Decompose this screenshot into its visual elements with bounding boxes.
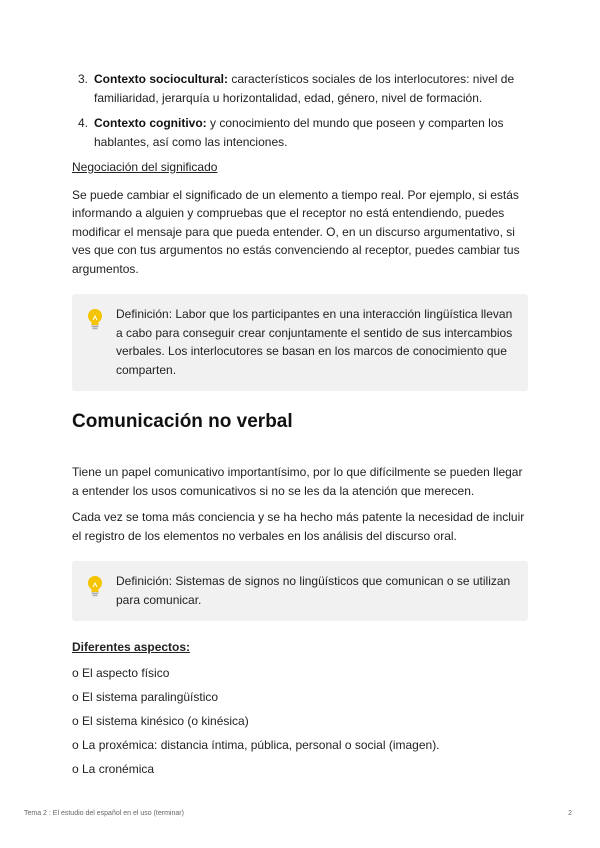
list-number: 3. xyxy=(78,72,89,86)
list-item-text: y conocimiento del mundo que poseen y comparten los hablantes, así como las intenciones. xyxy=(94,116,504,149)
lightbulb-icon xyxy=(85,574,105,598)
footer-text: Tema 2 : El estudio del español en el uso (terminar) xyxy=(24,810,184,817)
numbered-list xyxy=(72,70,528,151)
paragraph: Tiene un papel comunicativo importantísimo, por lo que difícilmente se pueden llegar a entender los usos comunicativos si no se les da la atención que merecen. xyxy=(72,465,523,498)
page-number: 2 xyxy=(568,810,572,817)
subheading-negociacion: Negociación del significado xyxy=(72,160,218,174)
list-item-term: Contexto sociocultural: xyxy=(94,72,229,86)
list-number: 4. xyxy=(78,116,89,130)
list-item: o La proxémica: distancia íntima, pública, personal o social (imagen). xyxy=(72,737,440,752)
definition-callout xyxy=(72,294,528,391)
page-footer xyxy=(24,810,572,817)
definition-callout xyxy=(72,561,528,621)
callout-text: Definición: Labor que los participantes en una interacción lingüística llevan a cabo para conseguir crear conjuntamente el sentido de sus intercambios verbales. Los interlocutores se basan en los marcos de conocimiento que comparten. xyxy=(116,307,513,377)
section-title: Comunicación no verbal xyxy=(72,411,293,432)
list-item-term: Contexto cognitivo: xyxy=(94,116,207,130)
lightbulb-icon xyxy=(85,307,105,331)
list-item: o El sistema kinésico (o kinésica) xyxy=(72,713,249,728)
paragraph: Cada vez se toma más conciencia y se ha hecho más patente la necesidad de incluir el registro de los elementos no verbales en los análisis del discurso oral. xyxy=(72,510,525,543)
list-item: o El sistema paralingüístico xyxy=(72,689,219,704)
list-item: o La cronémica xyxy=(72,761,155,776)
list-item xyxy=(72,70,528,107)
list-item: o El aspecto físico xyxy=(72,665,170,680)
paragraph-negociacion: Se puede cambiar el significado de un elemento a tiempo real. Por ejemplo, si estás informando a alguien y compruebas que el receptor no está entendiendo, puedes modificar el mensaje para que pueda entender. O, en un discurso argumentativo, si ves que con tus argumentos no estás convenciendo al receptor, puedes cambiar tus argumentos. xyxy=(72,187,520,276)
list-heading: Diferentes aspectos: xyxy=(72,640,191,654)
page-content xyxy=(72,70,528,784)
aspects-list xyxy=(72,664,528,779)
callout-text: Definición: Sistemas de signos no lingüísticos que comunican o se utilizan para comunicar. xyxy=(116,574,511,607)
list-item xyxy=(72,114,528,151)
list-item-text: característicos sociales de los interlocutores: nivel de familiaridad, jerarquía u horizontalidad, edad, género, nivel de formación. xyxy=(94,72,515,105)
